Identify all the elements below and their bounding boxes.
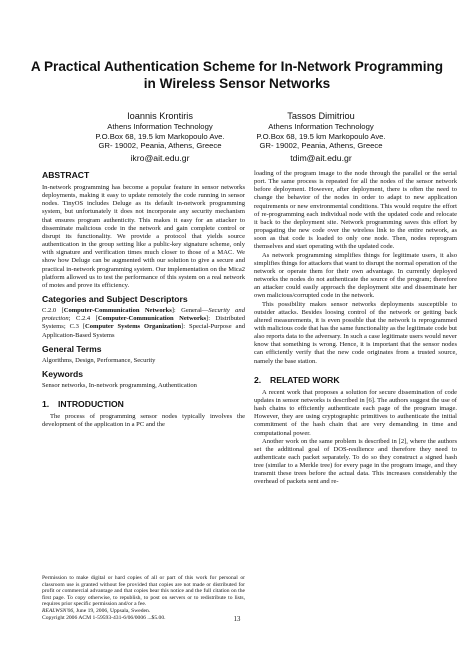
author-affiliation: Athens Information Technology (107, 122, 213, 131)
related-work-paragraph: Another work on the same problem is described in [2], where the authors set the additional goal of DOS-resilience and therefore they need to authenticate each packet separately. To do so they construct a signed hash tree (similar to a Merkle tree) for every page in the program image, and they transmit these trees before the actual data. This increases considerably the overhead of packets sent and re- (254, 437, 457, 486)
abstract-text: In-network programming has become a popular feature in sensor networks deployments, making it easy to update remotely the code running in sensor nodes. TinyOS includes Deluge as its default in-network programming system, but unfortunately it does not incorporate any security mechanism that ensures program authenticity. This makes it easy for an attacker to disseminate malicious code in the network and gain complete control or disrupt its functionality. We provide a protocol that yields source authentication in the group setting like a public-key signature scheme, only with signature and verification times much closer to those of a MAC. We show how Deluge can be augmented with our solution to give a secure and practical in-network programming system. Our implementation on the Mica2 platform allowed us to test the performance of this system on a real network of motes and prove its efficiency. (42, 184, 245, 289)
left-column (42, 170, 245, 429)
author-address-line: GR- 19002, Peania, Athens, Greece (98, 141, 222, 151)
categories-text: C.2.0 [Computer-Communication Networks]: General—Security and protection; C.2.4 [Computer-Communication Networks]: Distributed Systems; C.3 [Computer Systems Organization]: Special-Purpose and Application-Based Systems (42, 307, 245, 339)
right-column (254, 170, 457, 487)
related-work-heading: 2. RELATED WORK (254, 374, 340, 385)
introduction-paragraph: The process of programming sensor nodes typically involves the development of the application in a PC and the (42, 412, 245, 429)
related-work-paragraph: A recent work that proposes a solution for secure dissemination of code updates in sensor networks is described in [6]. The authors suggest the use of hash chains to efficiently authenticate each page of the program image. However, they are using cryptographic primitives to authenticate the initial commitment of the hash chain that are very demanding in time and computational power. (254, 388, 457, 437)
author-email[interactable]: tdim@ait.edu.gr (290, 152, 352, 163)
permission-footnote (42, 575, 245, 621)
conference-line: REALWSN'06, June 19, 2006, Uppsala, Sweden. (42, 607, 151, 614)
author-address-line: P.O.Box 68, 19.5 km Markopoulo Ave. (256, 131, 386, 141)
general-terms-heading: General Terms (42, 343, 102, 354)
author-name: Ioannis Krontiris (127, 111, 193, 121)
author-block-2 (231, 110, 411, 164)
author-block-1 (70, 110, 250, 164)
introduction-paragraph-continued: loading of the program image to the node through the parallel or the serial port. The same process is repeated for all the nodes of the sensor network before deployment. However, after deployment, there is often the need to change the behavior of the nodes in order to adapt to new application requirements or new environmental conditions. This would require the effort of re-programming each individual node with the updated code and relocate it back to the deployment site. Network programming saves this effort by propagating the new code over the wireless link to the entire network, as soon as that code is loaded to only one node. Then, nodes reprogram themselves and start operating with the updated code. (254, 170, 457, 251)
author-address-line: P.O.Box 68, 19.5 km Markopoulo Ave. (95, 131, 225, 141)
introduction-paragraph: As network programming simplifies things for legitimate users, it also simplifies things for attackers that want to disrupt the normal operation of the network or operate them for their own advantage. In currently deployed networks the nodes do not authenticate the source of the program; therefore an attacker could easily approach the deployment site and disseminate her own malicious/corrupted code in the network. (254, 251, 457, 300)
introduction-paragraph: This possibility makes sensor networks deployments susceptible to outsider attacks. Besides loosing control of the network or getting back altered measurements, it is even possible that the network is reprogrammed with malicious code that has the same functionality as the legitimate code but also reports data to the adversary. In such a case legitimate users would never know that something is wrong. Hence, it is important that the sensor nodes can efficiently verify that the new code originates from a trusted source, namely the base station. (254, 300, 457, 365)
page-number: 13 (233, 616, 241, 623)
abstract-heading: ABSTRACT (42, 170, 90, 180)
author-address-line: GR- 19002, Peania, Athens, Greece (259, 141, 383, 151)
author-email[interactable]: ikro@ait.edu.gr (130, 152, 190, 163)
paper-title: A Practical Authentication Scheme for In-Network Programming in Wireless Sensor Networks (30, 59, 444, 91)
permission-text: Permission to make digital or hard copies of all or part of this work for personal or classroom use is granted without fee provided that copies are not made or distributed for profit or commercial advantage and that copies bear this notice and the full citation on the first page. To copy otherwise, to republish, to post on servers or to redistribute to lists, requires prior specific permission and/or a fee. (42, 575, 245, 608)
general-terms-text: Algorithms, Design, Performance, Security (42, 356, 156, 364)
author-affiliation: Athens Information Technology (268, 122, 374, 131)
categories-heading: Categories and Subject Descriptors (42, 294, 188, 305)
author-name: Tassos Dimitriou (287, 111, 355, 121)
copyright-line: Copyright 2006 ACM 1-59593-431-6/06/0006 ...$5.00. (42, 614, 166, 621)
introduction-heading: 1. INTRODUCTION (42, 398, 124, 409)
keywords-heading: Keywords (42, 368, 84, 379)
keywords-text: Sensor networks, In-network programming, Authentication (42, 381, 197, 389)
